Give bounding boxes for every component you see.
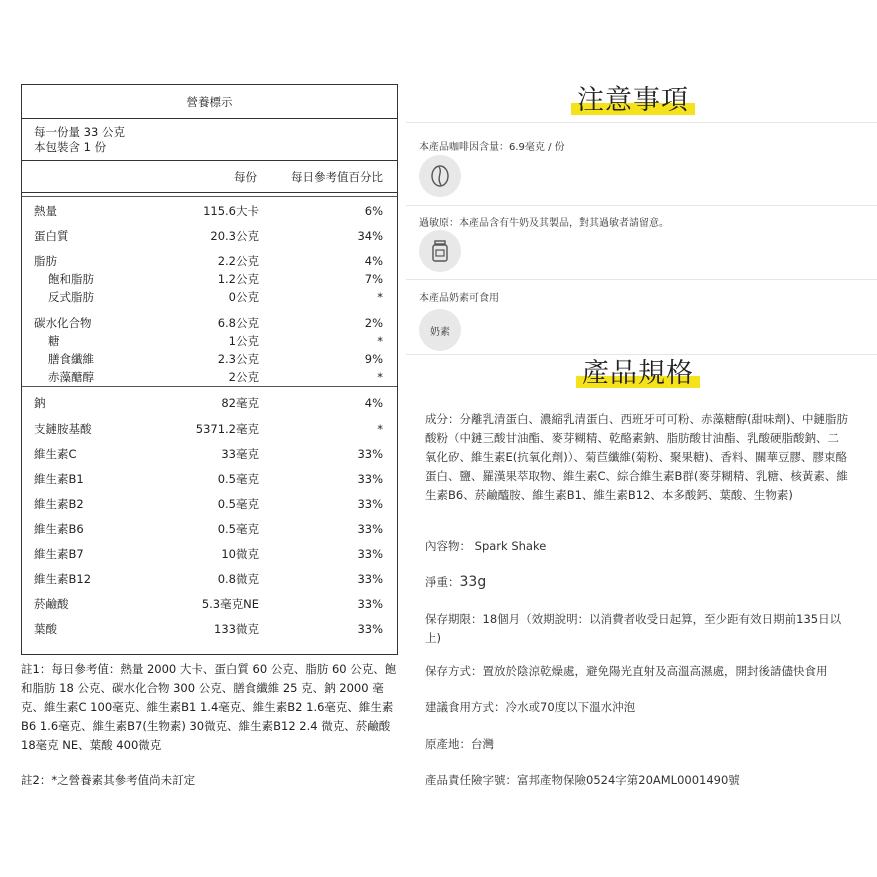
vegetarian-badge — [419, 309, 461, 351]
coffee-bean-icon — [419, 155, 461, 197]
origin-text: 原產地：台灣 — [425, 737, 494, 751]
divider — [406, 279, 877, 280]
nutrition-row — [22, 288, 397, 306]
nutrition-divider — [22, 386, 397, 387]
nutrition-row — [22, 368, 397, 386]
nutrient-daily-value: 33% — [357, 497, 383, 511]
nutrition-row — [22, 202, 397, 220]
nutrient-name: 碳水化合物 — [34, 316, 92, 330]
nutrition-row — [22, 595, 397, 613]
insurance-text: 產品責任險字號：富邦產物保險0524字第20AML0001490號 — [425, 773, 740, 787]
nutrient-name: 赤藻醣醇 — [48, 370, 94, 384]
serving-size: 每一份量 33 公克 — [34, 125, 125, 139]
net-weight-label: 淨重： — [425, 575, 460, 589]
nutrient-value: 1.2公克 — [217, 272, 259, 286]
nutrient-name: 維生素B6 — [34, 522, 84, 536]
nutrition-table — [21, 84, 398, 655]
nutrient-value: 2.3公克 — [217, 352, 259, 366]
nutrient-daily-value: 4% — [364, 396, 383, 410]
ingredients-text: 成分：分離乳清蛋白、濃縮乳清蛋白、西班牙可可粉、赤藻糖醇(甜味劑)、中鏈脂肪酸粉（中鏈三酸甘油酯、麥芽糊精、乾酪素鈉、脂肪酸甘油酯、乳酸硬脂酸鈉、二氧化矽、維生素E(抗氧化劑)）、菊苣纖維(菊粉、聚果糖)、香料、關華豆膠、膠束酪蛋白、鹽、羅漢果萃取物、維生素C、綜合維生素B群(麥芽糊精、乳糖、核黃素、維生素B6、菸鹼醯胺、維生素B1、維生素B12、本多酸鈣、葉酸、生物素) — [425, 412, 848, 502]
serving-info — [22, 119, 397, 161]
shelf-life-text: 保存期限：18個月（效期說明：以消費者收受日起算，至少距有效日期前135日以上) — [425, 612, 842, 645]
nutrient-daily-value: * — [377, 422, 383, 436]
nutrient-name: 膳食纖維 — [48, 352, 94, 366]
nutrient-name: 維生素B12 — [34, 572, 92, 586]
nutrient-value: 6.8公克 — [217, 316, 259, 330]
divider — [406, 122, 877, 123]
nutrition-note-1: 註1：每日參考值：熱量 2000 大卡、蛋白質 60 公克、脂肪 60 公克、飽和脂肪 18 公克、碳水化合物 300 公克、膳食纖維 25 克、鈉 2000 毫克、維生素C 100毫克、維生素B1 1.4毫克、維生素B2 1.6毫克、維生素B6 1.6毫克、維生素B7(生物素) 30微克、維生素B12 2.4 微克、菸鹼酸 18毫克 NE、葉酸 400微克 — [21, 662, 397, 752]
nutrition-row — [22, 332, 397, 350]
nutrient-daily-value: 9% — [364, 352, 383, 366]
nutrient-value: 5371.2毫克 — [195, 422, 259, 436]
nutrient-value: 133微克 — [214, 622, 259, 636]
net-weight — [425, 573, 486, 592]
nutrient-value: 1公克 — [228, 334, 259, 348]
servings-per-pack: 本包裝含 1 份 — [34, 140, 107, 154]
notice-heading: 注意事項 — [577, 78, 689, 117]
per-serving-header: 每份 — [234, 170, 257, 184]
nutrient-name: 維生素C — [34, 447, 77, 461]
nutrient-daily-value: 34% — [357, 229, 383, 243]
nutrient-name: 反式脂肪 — [48, 290, 94, 304]
divider — [406, 354, 877, 355]
divider — [406, 205, 877, 206]
nutrient-name: 菸鹼酸 — [34, 597, 69, 611]
nutrition-row — [22, 420, 397, 438]
nutrient-name: 糖 — [48, 334, 60, 348]
nutrient-daily-value: 33% — [357, 547, 383, 561]
nutrient-daily-value: 33% — [357, 447, 383, 461]
nutrition-row — [22, 252, 397, 270]
nutrient-name: 蛋白質 — [34, 229, 69, 243]
nutrient-name: 脂肪 — [34, 254, 57, 268]
content-text: 內容物： Spark Shake — [425, 539, 547, 553]
nutrient-value: 0.8微克 — [217, 572, 259, 586]
nutrient-value: 0.5毫克 — [217, 472, 259, 486]
nutrient-daily-value: * — [377, 334, 383, 348]
nutrient-name: 支鏈胺基酸 — [34, 422, 92, 436]
nutrient-daily-value: 6% — [364, 204, 383, 218]
nutrition-header — [22, 161, 397, 193]
nutrient-name: 熱量 — [34, 204, 57, 218]
nutrition-row — [22, 570, 397, 588]
nutrition-row — [22, 620, 397, 638]
nutrient-daily-value: 33% — [357, 622, 383, 636]
nutrition-note-2: 註2：*之營養素其參考值尚未訂定 — [21, 773, 196, 787]
net-weight-value: 33g — [459, 574, 487, 590]
nutrient-daily-value: 33% — [357, 597, 383, 611]
usage-text: 建議食用方式：冷水或70度以下溫水沖泡 — [425, 700, 636, 714]
nutrient-name: 飽和脂肪 — [48, 272, 94, 286]
nutrient-name: 鈉 — [34, 396, 46, 410]
nutrient-value: 5.3毫克NE — [201, 597, 259, 611]
nutrient-name: 維生素B7 — [34, 547, 84, 561]
nutrition-row — [22, 394, 397, 412]
dairy-note: 本產品奶素可食用 — [419, 293, 499, 304]
nutrient-daily-value: * — [377, 370, 383, 384]
nutrient-value: 33毫克 — [221, 447, 259, 461]
nutrition-row — [22, 445, 397, 463]
nutrition-row — [22, 545, 397, 563]
nutrition-row — [22, 227, 397, 245]
nutrient-value: 10微克 — [221, 547, 259, 561]
nutrient-value: 0.5毫克 — [217, 497, 259, 511]
nutrition-divider — [22, 196, 397, 197]
nutrition-row — [22, 495, 397, 513]
daily-value-header: 每日參考值百分比 — [291, 170, 383, 184]
milk-jar-icon — [419, 230, 461, 272]
nutrient-value: 2公克 — [228, 370, 259, 384]
nutrition-row — [22, 350, 397, 368]
product-heading: 產品規格 — [582, 351, 694, 390]
allergen-text: 過敏原：本產品含有牛奶及其製品，對其過敏者請留意。 — [419, 218, 669, 229]
nutrient-daily-value: 33% — [357, 572, 383, 586]
nutrient-name: 葉酸 — [34, 622, 57, 636]
nutrient-value: 2.2公克 — [217, 254, 259, 268]
nutrient-name: 維生素B1 — [34, 472, 84, 486]
nutrient-daily-value: 7% — [364, 272, 383, 286]
nutrient-value: 0.5毫克 — [217, 522, 259, 536]
nutrition-row — [22, 470, 397, 488]
nutrient-value: 115.6大卡 — [203, 204, 259, 218]
nutrient-value: 20.3公克 — [210, 229, 259, 243]
nutrition-row — [22, 270, 397, 288]
dairy-badge-label: 奶素 — [430, 326, 450, 338]
nutrient-daily-value: * — [377, 290, 383, 304]
nutrient-daily-value: 4% — [364, 254, 383, 268]
nutrition-row — [22, 520, 397, 538]
nutrition-title: 營養標示 — [22, 85, 397, 119]
nutrient-daily-value: 33% — [357, 472, 383, 486]
storage-text: 保存方式：置放於陰涼乾燥處，避免陽光直射及高溫高濕處，開封後請儘快食用 — [425, 664, 828, 678]
caffeine-text: 本產品咖啡因含量：6.9毫克 / 份 — [419, 142, 565, 153]
nutrient-daily-value: 33% — [357, 522, 383, 536]
nutrition-row — [22, 314, 397, 332]
nutrient-value: 82毫克 — [221, 396, 259, 410]
nutrient-name: 維生素B2 — [34, 497, 84, 511]
nutrient-value: 0公克 — [228, 290, 259, 304]
nutrient-daily-value: 2% — [364, 316, 383, 330]
